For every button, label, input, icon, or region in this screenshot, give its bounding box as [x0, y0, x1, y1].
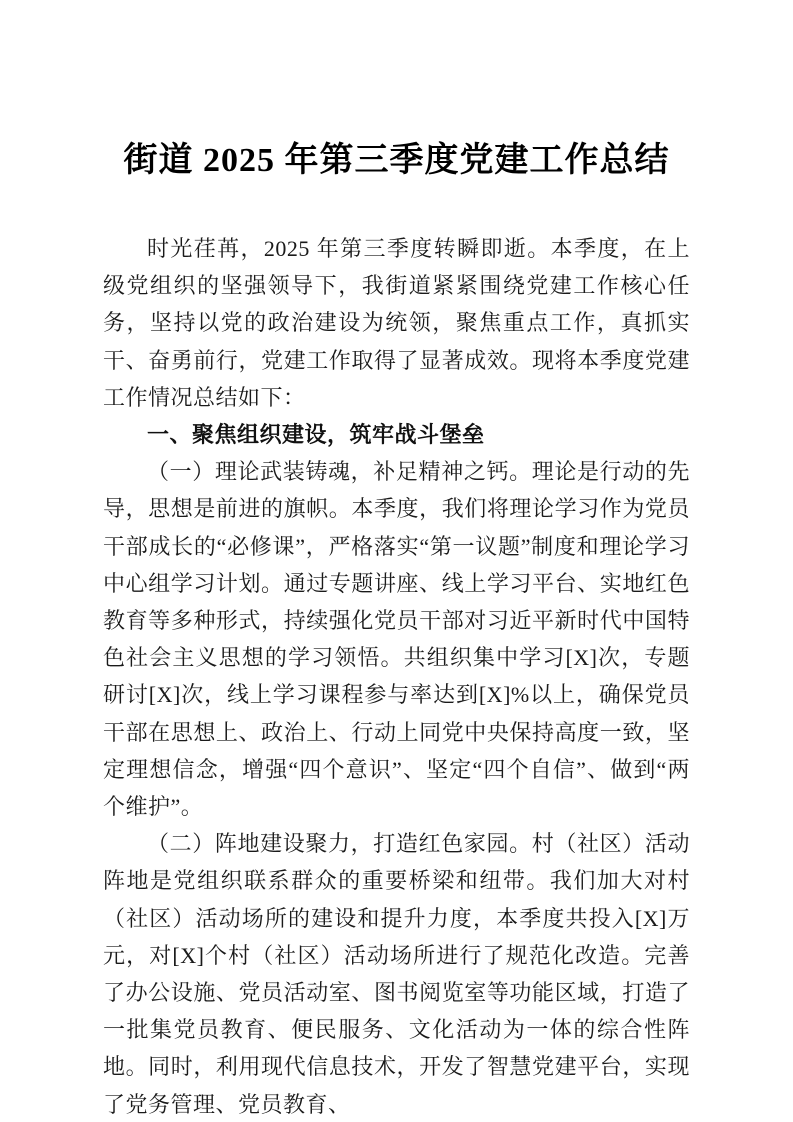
section-heading-1: 一、聚焦组织建设，筑牢战斗堡垒 — [147, 422, 485, 448]
document-title: 街道 2025 年第三季度党建工作总结 — [123, 142, 670, 179]
paragraph-intro: 时光荏苒，2025 年第三季度转瞬即逝。本季度，在上级党组织的坚强领导下，我街道紧紧围绕党建工作核心任务，坚持以党的政治建设为统领，聚焦重点工作，真抓实干、奋勇前行，党建工作取得了显著成效。现将本季度党建工作情况总结如下： — [103, 236, 690, 410]
paragraph-position-building: （二）阵地建设聚力，打造红色家园。村（社区）活动阵地是党组织联系群众的重要桥梁和纽带。我们加大对村（社区）活动场所的建设和提升力度，本季度共投入[X]万元，对[X]个村（社区）活动场所进行了规范化改造。完善了办公设施、党员活动室、图书阅览室等功能区域，打造了一批集党员教育、便民服务、文化活动为一体的综合性阵地。同时，利用现代信息技术，开发了智慧党建平台，实现了党务管理、党员教育、 — [103, 831, 690, 1117]
paragraph-theory-study: （一）理论武装铸魂，补足精神之钙。理论是行动的先导，思想是前进的旗帜。本季度，我们将理论学习作为党员干部成长的“必修课”，严格落实“第一议题”制度和理论学习中心组学习计划。通过专题讲座、线上学习平台、实地红色教育等多种形式，持续强化党员干部对习近平新时代中国特色社会主义思想的学习领悟。共组织集中学习[X]次，专题研讨[X]次，线上学习课程参与率达到[X]%以上，确保党员干部在思想上、政治上、行动上同党中央保持高度一致，坚定理想信念，增强“四个意识”、坚定“四个自信”、做到“两个维护”。 — [103, 459, 690, 820]
